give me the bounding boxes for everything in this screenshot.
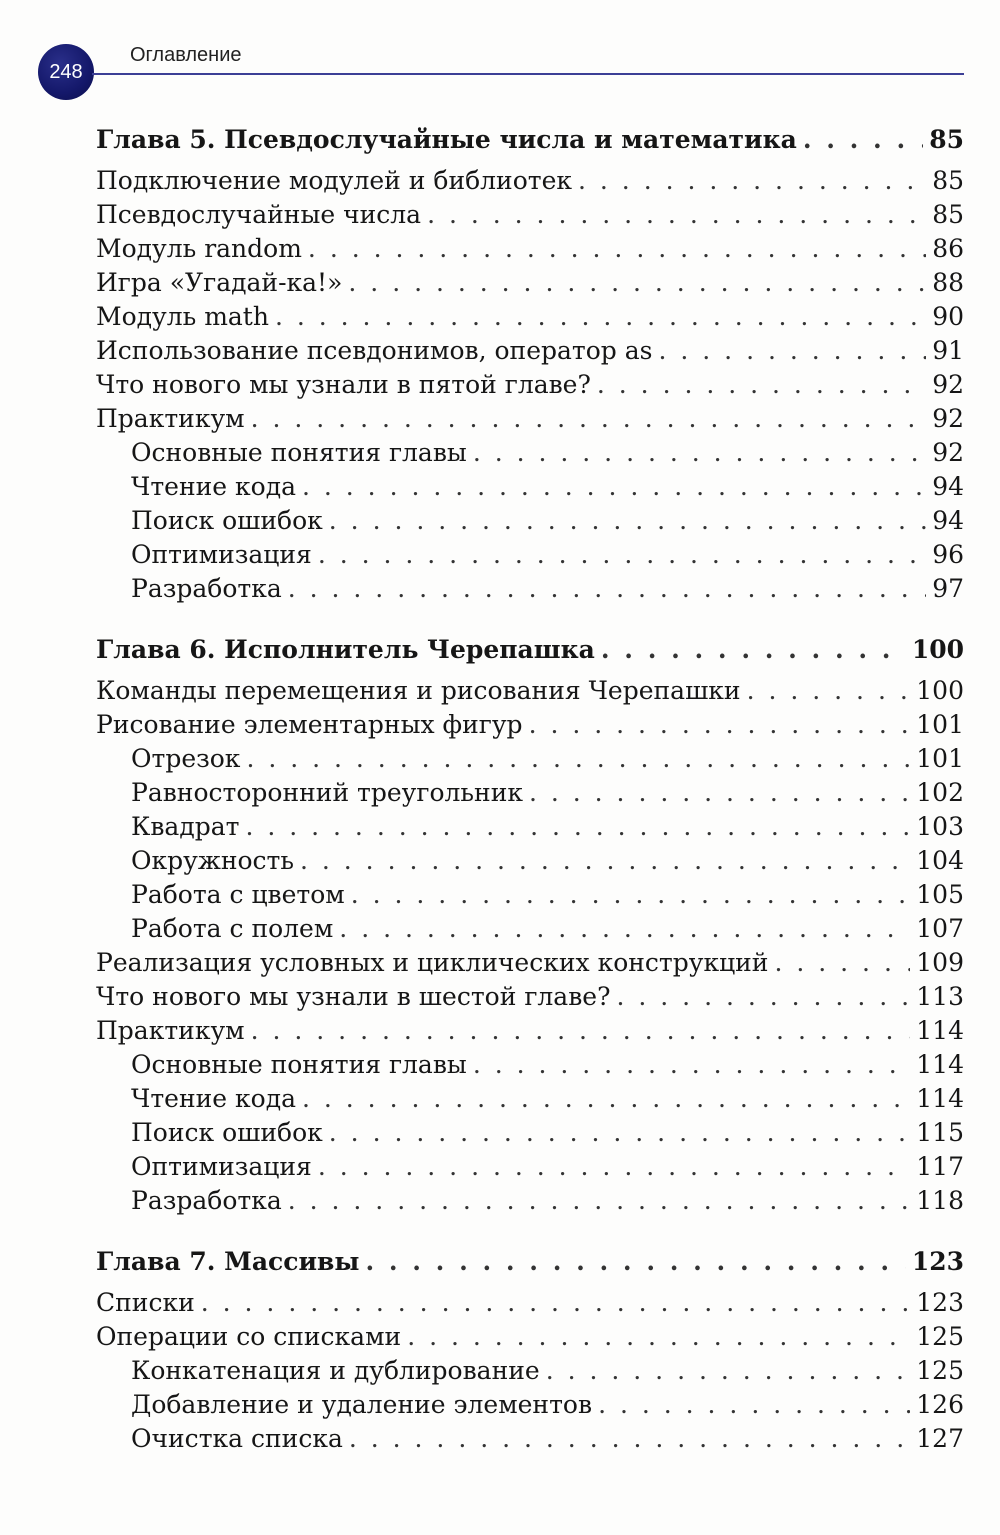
toc-entry-title: Работа с полем: [131, 914, 334, 943]
toc-subentry[interactable]: [96, 776, 964, 810]
toc-entry-title: Окружность: [131, 846, 294, 875]
toc-subentry[interactable]: [96, 1150, 964, 1184]
toc-entry[interactable]: [96, 334, 964, 368]
toc-entry-title: Практикум: [96, 1016, 245, 1045]
dot-leader: [308, 232, 926, 266]
toc-entry-page: 114: [916, 1050, 964, 1079]
toc-subentry[interactable]: [96, 538, 964, 572]
toc-entry-page: 104: [916, 846, 964, 875]
dot-leader: [473, 436, 926, 470]
toc-subentry[interactable]: [96, 572, 964, 606]
toc-subentry[interactable]: [96, 1422, 964, 1456]
toc-entry[interactable]: [96, 1320, 964, 1354]
toc-entry-page: 90: [932, 302, 964, 331]
toc-entry-page: 85: [932, 166, 964, 195]
toc-subentry[interactable]: [96, 1048, 964, 1082]
dot-leader: [546, 1354, 911, 1388]
toc-entry-page: 107: [916, 914, 964, 943]
toc-entry-page: 94: [932, 506, 964, 535]
header-divider: [92, 73, 964, 75]
dot-leader: [747, 674, 911, 708]
table-of-contents: [96, 120, 964, 1480]
toc-entry-title: Чтение кода: [131, 472, 296, 501]
dot-leader: [578, 164, 926, 198]
dot-leader: [329, 1116, 911, 1150]
page-header: [0, 0, 1000, 110]
dot-leader: [339, 912, 910, 946]
toc-entry-title: Чтение кода: [131, 1084, 296, 1113]
toc-entry-page: 86: [932, 234, 964, 263]
toc-entry-title: Что нового мы узнали в шестой главе?: [96, 982, 611, 1011]
toc-entry-title: Операции со списками: [96, 1322, 402, 1351]
toc-subentry[interactable]: [96, 742, 964, 776]
toc-entry-page: 85: [929, 125, 964, 154]
toc-entry-title: Глава 7. Массивы: [96, 1247, 360, 1276]
toc-entry-page: 117: [916, 1152, 964, 1181]
dot-leader: [601, 630, 906, 670]
dot-leader: [774, 946, 910, 980]
toc-entry-page: 101: [916, 710, 964, 739]
toc-entry[interactable]: [96, 368, 964, 402]
toc-entry-page: 96: [932, 540, 964, 569]
toc-entry[interactable]: [96, 266, 964, 300]
toc-entry-title: Работа с цветом: [131, 880, 345, 909]
toc-section: [96, 120, 964, 606]
dot-leader: [529, 776, 910, 810]
toc-entry[interactable]: [96, 1014, 964, 1048]
toc-subentry[interactable]: [96, 1388, 964, 1422]
toc-entry-title: Квадрат: [131, 812, 240, 841]
toc-entry-title: Основные понятия главы: [131, 438, 467, 467]
toc-entry-page: 92: [932, 404, 964, 433]
toc-subentry[interactable]: [96, 1082, 964, 1116]
toc-entry[interactable]: [96, 708, 964, 742]
toc-entry-page: 100: [911, 635, 964, 664]
toc-subentry[interactable]: [96, 470, 964, 504]
toc-entry-title: Очистка списка: [131, 1424, 343, 1453]
dot-leader: [348, 266, 926, 300]
toc-entry-page: 88: [932, 268, 964, 297]
dot-leader: [598, 1388, 910, 1422]
dot-leader: [427, 198, 926, 232]
toc-chapter-heading[interactable]: [96, 120, 964, 160]
toc-entry-title: Списки: [96, 1288, 195, 1317]
toc-entry-page: 118: [916, 1186, 964, 1215]
toc-entry-page: 103: [916, 812, 964, 841]
toc-entry-page: 92: [932, 370, 964, 399]
toc-entry[interactable]: [96, 232, 964, 266]
toc-entry[interactable]: [96, 300, 964, 334]
toc-subentry[interactable]: [96, 436, 964, 470]
toc-entry-page: 115: [916, 1118, 964, 1147]
toc-entry-page: 92: [932, 438, 964, 467]
dot-leader: [251, 1014, 911, 1048]
dot-leader: [617, 980, 911, 1014]
dot-leader: [300, 844, 910, 878]
dot-leader: [201, 1286, 911, 1320]
dot-leader: [329, 504, 926, 538]
toc-entry-title: Реализация условных и циклических конструкций: [96, 948, 769, 977]
toc-entry-title: Глава 6. Исполнитель Черепашка: [96, 635, 595, 664]
toc-chapter-heading[interactable]: [96, 1242, 964, 1282]
toc-entry-title: Модуль math: [96, 302, 269, 331]
dot-leader: [349, 1422, 910, 1456]
toc-subentry[interactable]: [96, 810, 964, 844]
toc-subentry[interactable]: [96, 504, 964, 538]
toc-subentry[interactable]: [96, 1116, 964, 1150]
dot-leader: [302, 470, 926, 504]
dot-leader: [803, 120, 923, 160]
toc-entry-title: Конкатенация и дублирование: [131, 1356, 540, 1385]
running-title: Оглавление: [130, 44, 242, 66]
toc-entry-title: Подключение модулей и библиотек: [96, 166, 573, 195]
dot-leader: [351, 878, 911, 912]
toc-entry-page: 102: [916, 778, 964, 807]
toc-entry-page: 105: [916, 880, 964, 909]
toc-entry-title: Поиск ошибок: [131, 1118, 323, 1147]
toc-entry-title: Отрезок: [131, 744, 241, 773]
toc-entry[interactable]: [96, 164, 964, 198]
toc-section: [96, 630, 964, 1218]
dot-leader: [473, 1048, 910, 1082]
toc-entry-title: Разработка: [131, 1186, 282, 1215]
toc-entry[interactable]: [96, 980, 964, 1014]
toc-entry-page: 94: [932, 472, 964, 501]
toc-entry[interactable]: [96, 946, 964, 980]
toc-entry-page: 123: [916, 1288, 964, 1317]
dot-leader: [365, 1242, 905, 1282]
toc-entry-title: Использование псевдонимов, оператор as: [96, 336, 653, 365]
dot-leader: [318, 1150, 910, 1184]
dot-leader: [318, 538, 926, 572]
dot-leader: [659, 334, 927, 368]
toc-entry-title: Псевдослучайные числа: [96, 200, 422, 229]
page-number-badge: 248: [38, 44, 94, 100]
toc-entry-page: 97: [932, 574, 964, 603]
dot-leader: [251, 402, 927, 436]
toc-entry-page: 100: [916, 676, 964, 705]
toc-chapter-heading[interactable]: [96, 630, 964, 670]
toc-entry-title: Глава 5. Псевдослучайные числа и математика: [96, 125, 797, 154]
dot-leader: [529, 708, 911, 742]
toc-entry-page: 109: [916, 948, 964, 977]
toc-entry[interactable]: [96, 402, 964, 436]
toc-entry-title: Основные понятия главы: [131, 1050, 467, 1079]
toc-entry-title: Оптимизация: [131, 540, 312, 569]
dot-leader: [288, 1184, 911, 1218]
toc-entry-title: Модуль random: [96, 234, 302, 263]
toc-entry-page: 113: [916, 982, 964, 1011]
toc-entry-title: Практикум: [96, 404, 245, 433]
toc-entry-title: Игра «Угадай-ка!»: [96, 268, 343, 297]
toc-entry[interactable]: [96, 198, 964, 232]
toc-entry-title: Разработка: [131, 574, 282, 603]
toc-entry-page: 114: [916, 1084, 964, 1113]
toc-subentry[interactable]: [96, 912, 964, 946]
dot-leader: [245, 810, 910, 844]
toc-entry-page: 123: [911, 1247, 964, 1276]
toc-entry-title: Что нового мы узнали в пятой главе?: [96, 370, 591, 399]
toc-entry-page: 91: [932, 336, 964, 365]
toc-entry-page: 127: [916, 1424, 964, 1453]
toc-entry-title: Оптимизация: [131, 1152, 312, 1181]
dot-leader: [302, 1082, 910, 1116]
toc-subentry[interactable]: [96, 844, 964, 878]
toc-subentry[interactable]: [96, 1354, 964, 1388]
toc-entry-page: 125: [916, 1356, 964, 1385]
toc-entry-title: Равносторонний треугольник: [131, 778, 523, 807]
dot-leader: [407, 1320, 910, 1354]
toc-subentry[interactable]: [96, 1184, 964, 1218]
toc-section: [96, 1242, 964, 1456]
toc-entry-title: Команды перемещения и рисования Черепашки: [96, 676, 741, 705]
toc-entry-title: Поиск ошибок: [131, 506, 323, 535]
dot-leader: [275, 300, 926, 334]
toc-entry-page: 101: [916, 744, 964, 773]
toc-entry-title: Добавление и удаление элементов: [131, 1390, 593, 1419]
toc-entry[interactable]: [96, 674, 964, 708]
toc-entry-page: 85: [932, 200, 964, 229]
toc-subentry[interactable]: [96, 878, 964, 912]
toc-entry-page: 114: [916, 1016, 964, 1045]
dot-leader: [246, 742, 910, 776]
toc-entry-page: 126: [916, 1390, 964, 1419]
toc-entry[interactable]: [96, 1286, 964, 1320]
toc-entry-title: Рисование элементарных фигур: [96, 710, 523, 739]
dot-leader: [288, 572, 926, 606]
toc-entry-page: 125: [916, 1322, 964, 1351]
dot-leader: [597, 368, 926, 402]
